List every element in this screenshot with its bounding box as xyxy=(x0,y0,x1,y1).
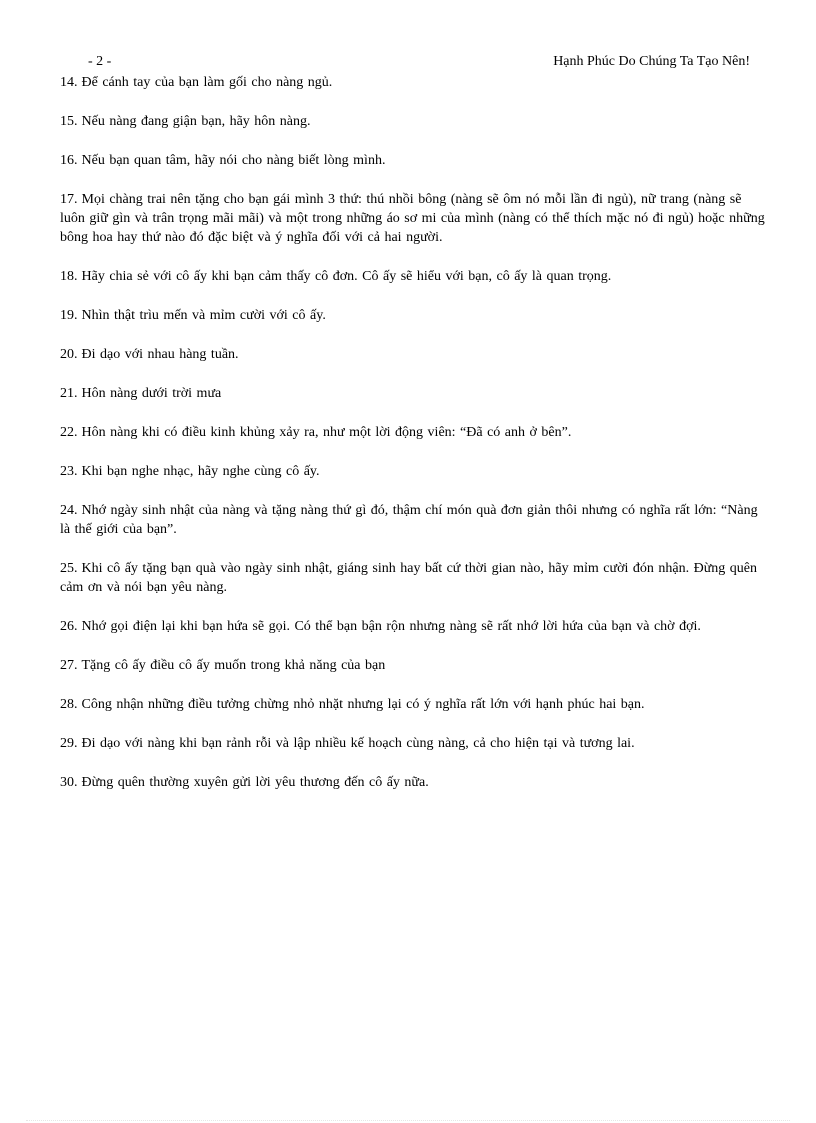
item-text: Nhớ ngày sinh nhật của nàng và tặng nàng thứ gì đó, thậm chí món quà đơn giản thôi nhưng có nghĩa rất lớn: “Nàng là thế giới của bạn”. xyxy=(60,503,758,537)
list-item xyxy=(60,151,766,170)
list-item xyxy=(60,462,766,481)
item-text: Mọi chàng trai nên tặng cho bạn gái mình 3 thứ: thú nhồi bông (nàng sẽ ôm nó mỗi lần đi ngủ), nữ trang (nàng sẽ luôn giữ gìn và trân trọng mãi mãi) và một trong những áo sơ mi của mình (nàng có thể thích mặc nó đi ngủ) hoặc những bông hoa hay thứ nào đó đặc biệt và ý nghĩa đối với cả hai người. xyxy=(60,192,765,245)
item-list xyxy=(60,73,766,812)
item-text: Hôn nàng dưới trời mưa xyxy=(81,386,222,401)
item-text: Nếu bạn quan tâm, hãy nói cho nàng biết lòng mình. xyxy=(81,153,386,168)
item-text: Đi dạo với nhau hàng tuần. xyxy=(81,347,239,362)
item-number: 30. xyxy=(60,775,78,790)
list-item xyxy=(60,384,766,403)
item-number: 14. xyxy=(60,75,78,90)
list-item xyxy=(60,73,766,92)
item-text: Để cánh tay của bạn làm gối cho nàng ngủ. xyxy=(81,75,333,90)
item-text: Công nhận những điều tưởng chừng nhỏ nhặt nhưng lại có ý nghĩa rất lớn với hạnh phúc hai bạn. xyxy=(81,697,645,712)
item-number: 28. xyxy=(60,697,78,712)
list-item xyxy=(60,306,766,325)
item-number: 18. xyxy=(60,269,78,284)
list-item xyxy=(60,695,766,714)
list-item xyxy=(60,345,766,364)
list-item xyxy=(60,501,766,539)
header-title: Hạnh Phúc Do Chúng Ta Tạo Nên! xyxy=(553,54,750,69)
item-number: 20. xyxy=(60,347,78,362)
item-number: 24. xyxy=(60,503,78,518)
item-number: 23. xyxy=(60,464,78,479)
item-text: Khi cô ấy tặng bạn quà vào ngày sinh nhật, giáng sinh hay bất cứ thời gian nào, hãy mỉm cười đón nhận. Đừng quên cảm ơn và nói bạn yêu nàng. xyxy=(60,561,757,595)
item-number: 25. xyxy=(60,561,78,576)
item-number: 29. xyxy=(60,736,78,751)
item-number: 27. xyxy=(60,658,78,673)
item-number: 22. xyxy=(60,425,78,440)
item-number: 16. xyxy=(60,153,78,168)
item-text: Tặng cô ấy điều cô ấy muốn trong khả năng của bạn xyxy=(81,658,386,673)
item-text: Đừng quên thường xuyên gửi lời yêu thương đến cô ấy nữa. xyxy=(81,775,429,790)
list-item xyxy=(60,423,766,442)
item-text: Nếu nàng đang giận bạn, hãy hôn nàng. xyxy=(81,114,311,129)
item-text: Nhìn thật trìu mến và mỉm cười với cô ấy. xyxy=(81,308,326,323)
list-item xyxy=(60,112,766,131)
item-number: 19. xyxy=(60,308,78,323)
list-item xyxy=(60,773,766,792)
list-item xyxy=(60,190,766,247)
page-number: - 2 - xyxy=(88,54,112,69)
list-item xyxy=(60,559,766,597)
item-text: Hãy chia sẻ với cô ấy khi bạn cảm thấy cô đơn. Cô ấy sẽ hiểu với bạn, cô ấy là quan trọng. xyxy=(81,269,612,284)
item-text: Khi bạn nghe nhạc, hãy nghe cùng cô ấy. xyxy=(81,464,320,479)
list-item xyxy=(60,617,766,636)
item-text: Nhớ gọi điện lại khi bạn hứa sẽ gọi. Có thể bạn bận rộn nhưng nàng sẽ rất nhớ lời hứa của bạn và chờ đợi. xyxy=(81,619,701,634)
item-number: 21. xyxy=(60,386,78,401)
list-item xyxy=(60,267,766,286)
item-text: Đi dạo với nàng khi bạn rảnh rỗi và lập nhiều kế hoạch cùng nàng, cả cho hiện tại và tương lai. xyxy=(81,736,635,751)
page-bottom-divider xyxy=(26,1120,790,1121)
item-number: 17. xyxy=(60,192,78,207)
list-item xyxy=(60,734,766,753)
page-header xyxy=(60,53,750,71)
item-text: Hôn nàng khi có điều kinh khủng xảy ra, như một lời động viên: “Đã có anh ở bên”. xyxy=(81,425,572,440)
item-number: 15. xyxy=(60,114,78,129)
list-item xyxy=(60,656,766,675)
item-number: 26. xyxy=(60,619,78,634)
